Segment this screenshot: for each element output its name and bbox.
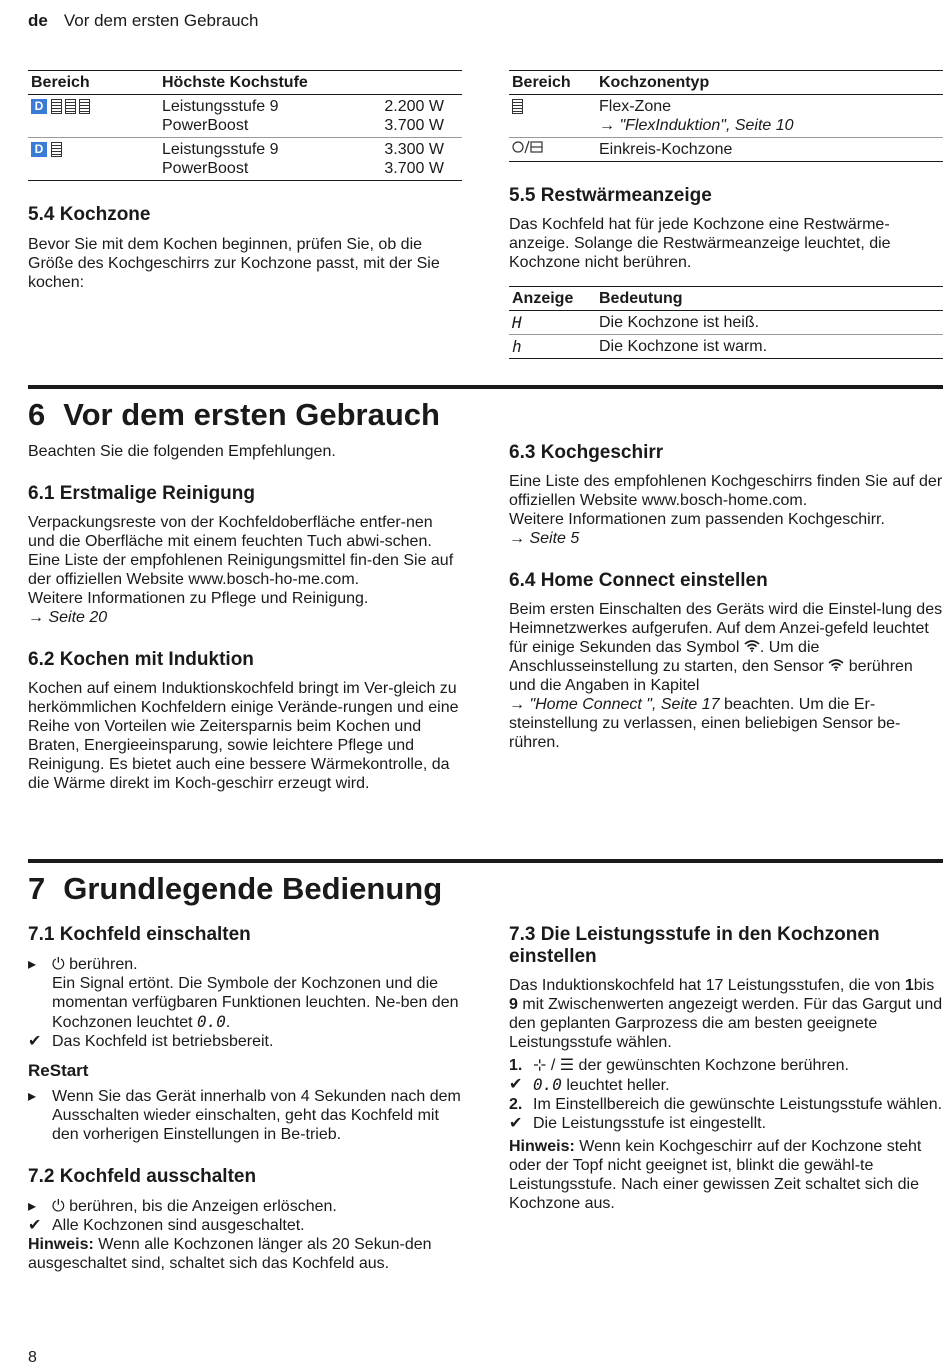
note-label: Hinweis: xyxy=(509,1138,575,1155)
zone-select-icon: ⊹ / ☰ xyxy=(533,1057,575,1074)
display-zero: 0.0 xyxy=(197,1012,226,1031)
cross-reference-link[interactable]: → "Home Connect ", Seite 17 xyxy=(509,696,720,713)
step-text: Im Einstellbereich die gewünschte Leistungsstufe wählen. xyxy=(533,1096,943,1113)
instruction-step xyxy=(509,1095,943,1114)
table-row xyxy=(28,138,462,181)
step-text: der gewünschten Kochzone berühren. xyxy=(578,1057,849,1074)
table-row xyxy=(509,335,943,359)
step-number: 1. xyxy=(509,1057,523,1074)
zone-symbols xyxy=(28,138,159,181)
zone-table-col1: Bereich xyxy=(509,71,596,95)
symbol-meaning: Die Kochzone ist warm. xyxy=(596,335,943,359)
chapter-6-left xyxy=(28,442,462,793)
note xyxy=(509,1137,943,1213)
display-zero: 0.0 xyxy=(533,1075,562,1094)
language-code: de xyxy=(28,11,48,30)
checkmark-icon: ✔ xyxy=(509,1115,523,1132)
zone-icon xyxy=(79,99,90,114)
instruction-result xyxy=(28,1032,462,1051)
result-text: Die Leistungsstufe ist eingestellt. xyxy=(533,1115,767,1132)
d-icon: D xyxy=(31,142,47,157)
note xyxy=(28,1235,462,1273)
step-text: Wenn Sie das Gerät innerhalb von 4 Sekunden nach dem Ausschalten wieder einschalten, geht das Kochfeld mit den vorherigen Einstellungen in Be-trieb. xyxy=(52,1088,461,1143)
power-table-col1: Bereich xyxy=(28,71,159,95)
text-part: Das Induktionskochfeld hat 17 Leistungsstufen, die von xyxy=(509,977,901,994)
power-table-block xyxy=(28,70,462,181)
text-part: beachten. Um die Er-steinstellung zu verlassen, einen beliebigen Sensor be-rühren. xyxy=(509,696,901,751)
page-header xyxy=(28,11,259,31)
power-table-col2: Höchste Kochstufe xyxy=(159,71,462,95)
section-text: Weitere Informationen zum passenden Kochgeschirr. xyxy=(509,511,885,528)
chapter-7-right xyxy=(509,924,943,1213)
instruction-step xyxy=(509,1056,943,1075)
power-icon: ⏻ xyxy=(52,1198,65,1215)
boost-label: PowerBoost xyxy=(162,117,249,134)
text-part: berühren und die Angaben in Kapitel xyxy=(509,658,913,694)
wifi-icon xyxy=(744,640,760,652)
section-title: 7.2 Kochfeld ausschalten xyxy=(28,1166,257,1187)
chapter-6-heading xyxy=(28,385,943,433)
section-5-5 xyxy=(509,185,943,359)
result-text: leuchtet heller. xyxy=(566,1077,670,1094)
section-title: 6.3 Kochgeschirr xyxy=(509,442,664,463)
level-label: Leistungsstufe 9 xyxy=(162,141,279,158)
section-text: Verpackungsreste von der Kochfeldoberfläche entfer-nen und die Oberfläche mit einem feuchten Tuch abwi-schen. Eine Liste der empfohlenen Reinigungsmittel fin-den Sie auf der offiziellen Website www.bosch-ho-me.com. xyxy=(28,514,454,588)
zone-type: Einkreis-Kochzone xyxy=(596,138,943,162)
zone-table-block xyxy=(509,70,943,162)
level-one: 1 xyxy=(904,977,914,994)
chapter-7-left xyxy=(28,924,462,1273)
text-part: mit Zwischenwerten angezeigt werden. Für das Gargut und den geplanten Garprozess die am besten geeignete Leistungsstufe wählen. xyxy=(509,996,943,1051)
instruction-step xyxy=(28,1087,462,1144)
note-label: Hinweis: xyxy=(28,1236,94,1253)
result-text: Alle Kochzonen sind ausgeschaltet. xyxy=(52,1217,305,1234)
single-zone-icon xyxy=(509,138,596,162)
section-title: 6.2 Kochen mit Induktion xyxy=(28,649,254,670)
boost-value: 3.700 W xyxy=(384,117,444,134)
instruction-step xyxy=(28,1197,462,1216)
step-text: berühren, bis die Anzeigen erlöschen. xyxy=(69,1198,337,1215)
chapter-6-right xyxy=(509,442,943,752)
zone-icon xyxy=(51,142,62,157)
level-value: 3.300 W xyxy=(384,141,444,158)
header-title: Vor dem ersten Gebrauch xyxy=(63,11,259,30)
step-text: berühren. xyxy=(69,956,138,973)
residual-col1: Anzeige xyxy=(509,287,596,311)
section-text: Kochen auf einem Induktionskochfeld bringt im Ver-gleich zu herkömmlichen Kochfeldern einige Verände-rungen und eine Reihe von Vorteilen wie Zeitersparnis beim Kochen und Braten, Energieeinsparung, sowie leichtere Pflege und Reinigung. Es bietet auch eine bessere Wärmekontrolle, da die Wärme direkt im Koch-geschirr erzeugt wird. xyxy=(28,680,459,792)
chapter-title: Vor dem ersten Gebrauch xyxy=(63,397,440,432)
instruction-result xyxy=(509,1114,943,1133)
boost-label: PowerBoost xyxy=(162,160,249,177)
step-detail-end: . xyxy=(225,1014,231,1031)
restart-title: ReStart xyxy=(28,1061,89,1080)
symbol-meaning: Die Kochzone ist heiß. xyxy=(596,311,943,335)
section-title: 6.4 Home Connect einstellen xyxy=(509,570,768,591)
chapter-title: Grundlegende Bedienung xyxy=(63,871,443,906)
result-text: Das Kochfeld ist betriebsbereit. xyxy=(52,1033,274,1050)
section-title: 7.3 Die Leistungsstufe in den Kochzonen einstellen xyxy=(509,924,880,967)
instruction-result xyxy=(28,1216,462,1235)
section-text xyxy=(509,976,943,1052)
text-part: bis xyxy=(913,977,935,994)
zone-icon xyxy=(51,99,62,114)
table-row xyxy=(509,311,943,335)
cross-reference-link[interactable]: → Seite 5 xyxy=(509,530,580,547)
chapter-7-heading xyxy=(28,859,943,907)
display-symbol: H xyxy=(509,311,596,335)
chapter-number: 6 xyxy=(28,397,46,432)
triangle-bullet-icon: ▸ xyxy=(28,956,37,973)
triangle-bullet-icon: ▸ xyxy=(28,1198,37,1215)
section-5-4 xyxy=(28,204,462,292)
section-title: 6.1 Erstmalige Reinigung xyxy=(28,483,255,504)
flex-zone-icon xyxy=(512,99,523,114)
level-nine: 9 xyxy=(509,996,518,1013)
cross-reference-link[interactable]: → "FlexInduktion", Seite 10 xyxy=(599,117,794,134)
table-row xyxy=(28,95,462,138)
section-text: Eine Liste des empfohlenen Kochgeschirrs finden Sie auf der offiziellen Website www.bosch-home.com. xyxy=(509,473,943,509)
checkmark-icon: ✔ xyxy=(28,1217,42,1234)
power-table xyxy=(28,70,462,181)
text-part: Beim ersten Einschalten des Geräts wird die Einstel-lung des Heimnetzwerkes aufgerufen. Auf dem Anzei-gefeld leuchtet für einige Sekunden das Symbol xyxy=(509,601,943,656)
d-icon: D xyxy=(31,99,47,114)
zone-table-col2: Kochzonentyp xyxy=(596,71,943,95)
text-part: Um die Anschlusseinstellung zu starten, den Sensor xyxy=(509,639,824,675)
page-number: 8 xyxy=(28,1349,37,1366)
power-icon: ⏻ xyxy=(52,956,65,973)
table-row xyxy=(509,138,943,162)
step-detail: Ein Signal ertönt. Die Symbole der Kochzonen und die momentan verfügbaren Funktionen leuchten. Ne-ben den Kochzonen leuchtet xyxy=(52,975,459,1031)
triangle-bullet-icon: ▸ xyxy=(28,1088,37,1105)
zone-table xyxy=(509,70,943,162)
residual-col2: Bedeutung xyxy=(596,287,943,311)
section-title: 5.4 Kochzone xyxy=(28,204,151,225)
residual-heat-table xyxy=(509,286,943,359)
section-title: 7.1 Kochfeld einschalten xyxy=(28,924,251,945)
section-text: Das Kochfeld hat für jede Kochzone eine Restwärme-anzeige. Solange die Restwärmeanzeige leuchtet, die Kochzone nicht berühren. xyxy=(509,216,891,271)
zone-symbols xyxy=(28,95,159,138)
display-symbol: h xyxy=(509,335,596,359)
instruction-step xyxy=(28,955,462,1032)
chapter-number: 7 xyxy=(28,871,46,906)
level-label: Leistungsstufe 9 xyxy=(162,98,279,115)
zone-type: Flex-Zone xyxy=(599,98,672,115)
step-number: 2. xyxy=(509,1096,523,1113)
cross-reference-link[interactable]: → Seite 20 xyxy=(28,609,108,626)
level-value: 2.200 W xyxy=(384,98,444,115)
instruction-result xyxy=(509,1075,943,1095)
table-row xyxy=(509,95,943,138)
note-text: Wenn alle Kochzonen länger als 20 Sekun-den ausgeschaltet sind, schaltet sich das Kochfeld aus. xyxy=(28,1236,432,1272)
section-text: Weitere Informationen zu Pflege und Reinigung. xyxy=(28,590,369,607)
zone-icon xyxy=(65,99,76,114)
checkmark-icon: ✔ xyxy=(28,1033,42,1050)
chapter-intro: Beachten Sie die folgenden Empfehlungen. xyxy=(28,443,336,460)
section-text: Bevor Sie mit dem Kochen beginnen, prüfen Sie, ob die Größe des Kochgeschirrs zur Kochzone passt, mit der Sie kochen: xyxy=(28,236,440,291)
note-text: Wenn kein Kochgeschirr auf der Kochzone steht oder der Topf nicht geeignet ist, blinkt die gewähl-te Leistungsstufe. Nach einer gewissen Zeit schaltet sich die Kochzone aus. xyxy=(509,1138,922,1212)
section-title: 5.5 Restwärmeanzeige xyxy=(509,185,712,206)
boost-value: 3.700 W xyxy=(384,160,444,177)
section-text: Beim ersten Einschalten des Geräts wird die Einstel-lung des Heimnetzwerkes aufgerufen. Auf dem Anzei-gefeld leuchtet für einige Sekunden das Symbol . Um die Anschlusseinstellung zu starten, den Sensor berühren und die Angaben in Kapitel → "Home Connect ", Seite 17 beachten. Um die Er-steinstellung zu verlassen, einen beliebigen Sensor be-rühren. xyxy=(509,601,943,751)
wifi-icon xyxy=(828,659,844,671)
checkmark-icon: ✔ xyxy=(509,1076,523,1093)
